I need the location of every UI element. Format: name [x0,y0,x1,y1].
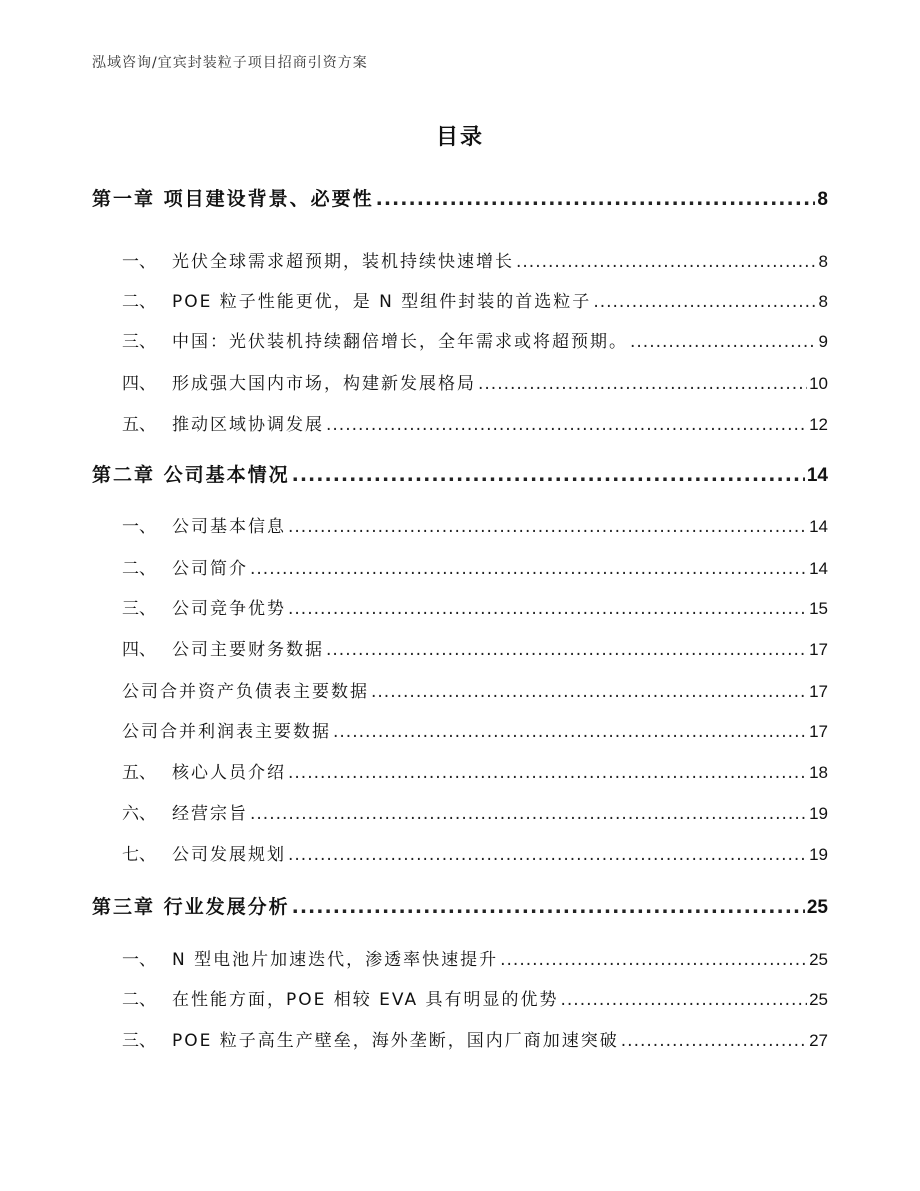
entry-page-number: 25 [809,990,828,1009]
entry-number: 一、 [122,252,156,272]
entry-number: 三、 [122,332,156,352]
entry-page-number: 25 [806,897,828,918]
entry-page-number: 9 [818,332,828,351]
dot-leader [292,896,805,918]
entry-page-number: 8 [818,252,828,271]
entry-page-number: 25 [809,950,828,969]
dot-leader [288,517,807,537]
toc-chapter-entry[interactable] [92,184,828,211]
toc-entry[interactable] [122,594,828,619]
dot-leader [630,332,817,352]
entry-number: 五、 [122,415,156,435]
entry-title: 中国：光伏装机持续翻倍增长，全年需求或将超预期。 [172,332,628,352]
dot-leader [621,1031,807,1051]
entry-title: 在性能方面，POE 相较 EVA 具有明显的优势 [172,990,559,1010]
entry-title: 公司主要财务数据 [172,640,324,660]
entry-page-number: 10 [809,374,828,393]
entry-number: 一、 [122,950,156,970]
toc-entry[interactable] [122,758,828,783]
dot-leader [561,990,808,1010]
entry-title: POE 粒子高生产壁垒，海外垄断，国内厂商加速突破 [172,1031,619,1051]
entry-page-number: 8 [818,292,828,311]
dot-leader [500,950,807,970]
entry-title: 推动区域协调发展 [172,415,324,435]
entry-number: 二、 [122,292,156,312]
dot-leader [250,804,807,824]
entry-number: 四、 [122,640,156,660]
dot-leader [333,722,807,742]
entry-title: 公司竞争优势 [172,599,286,619]
entry-title: 公司合并利润表主要数据 [122,722,331,742]
toc-entry[interactable] [122,985,828,1010]
entry-title: 公司简介 [172,559,248,579]
entry-page-number: 17 [809,722,828,741]
entry-page-number: 12 [809,415,828,434]
entry-page-number: 14 [809,559,828,578]
entry-title: 经营宗旨 [172,804,248,824]
dot-leader [292,464,805,486]
toc-entry[interactable] [122,554,828,579]
entry-page-number: 15 [809,599,828,618]
entry-title: 形成强大国内市场，构建新发展格局 [172,374,476,394]
dot-leader [288,845,807,865]
entry-number: 二、 [122,559,156,579]
toc-entry[interactable] [122,945,828,970]
toc-entry[interactable] [122,799,828,824]
dot-leader [326,415,807,435]
entry-title: 光伏全球需求超预期，装机持续快速增长 [172,252,514,272]
entry-page-number: 8 [817,189,828,210]
entry-number: 二、 [122,990,156,1010]
entry-page-number: 17 [809,682,828,701]
toc-entry[interactable] [122,840,828,865]
toc-entry[interactable] [122,247,828,272]
entry-number: 六、 [122,804,156,824]
entry-page-number: 27 [809,1031,828,1050]
toc-entry[interactable] [122,717,828,742]
entry-title: 公司合并资产负债表主要数据 [122,682,369,702]
entry-title: 第三章 行业发展分析 [92,896,290,918]
toc-entry[interactable] [122,287,828,312]
dot-leader [478,374,807,394]
entry-page-number: 14 [809,517,828,536]
dot-leader [326,640,807,660]
dot-leader [288,599,807,619]
entry-title: 核心人员介绍 [172,763,286,783]
dot-leader [593,292,816,312]
toc-entry[interactable] [122,677,828,702]
entry-title: POE 粒子性能更优，是 N 型组件封装的首选粒子 [172,292,592,312]
entry-number: 三、 [122,1031,156,1051]
entry-number: 四、 [122,374,156,394]
toc-entry[interactable] [122,369,828,394]
entry-number: 三、 [122,599,156,619]
entry-number: 一、 [122,517,156,537]
toc-chapter-entry[interactable] [92,892,828,919]
entry-page-number: 19 [809,845,828,864]
dot-leader [250,559,807,579]
entry-title: 公司发展规划 [172,845,286,865]
dot-leader [371,682,807,702]
entry-page-number: 19 [809,804,828,823]
toc-title: 目录 [435,125,484,150]
running-header: 泓域咨询/宜宾封装粒子项目招商引资方案 [92,55,368,71]
entry-page-number: 18 [809,763,828,782]
entry-page-number: 17 [809,640,828,659]
toc-entry[interactable] [122,512,828,537]
toc-chapter-entry[interactable] [92,460,828,487]
entry-title: 第一章 项目建设背景、必要性 [92,188,374,210]
dot-leader [288,763,807,783]
entry-title: N 型电池片加速迭代，渗透率快速提升 [172,950,499,970]
entry-title: 公司基本信息 [172,517,286,537]
entry-number: 七、 [122,845,156,865]
toc-entry[interactable] [122,410,828,435]
entry-page-number: 14 [806,465,828,486]
entry-number: 五、 [122,763,156,783]
entry-title: 第二章 公司基本情况 [92,464,290,486]
toc-entry[interactable] [122,327,828,352]
toc-entry[interactable] [122,635,828,660]
dot-leader [376,188,816,210]
dot-leader [516,252,817,272]
toc-entry[interactable] [122,1026,828,1051]
